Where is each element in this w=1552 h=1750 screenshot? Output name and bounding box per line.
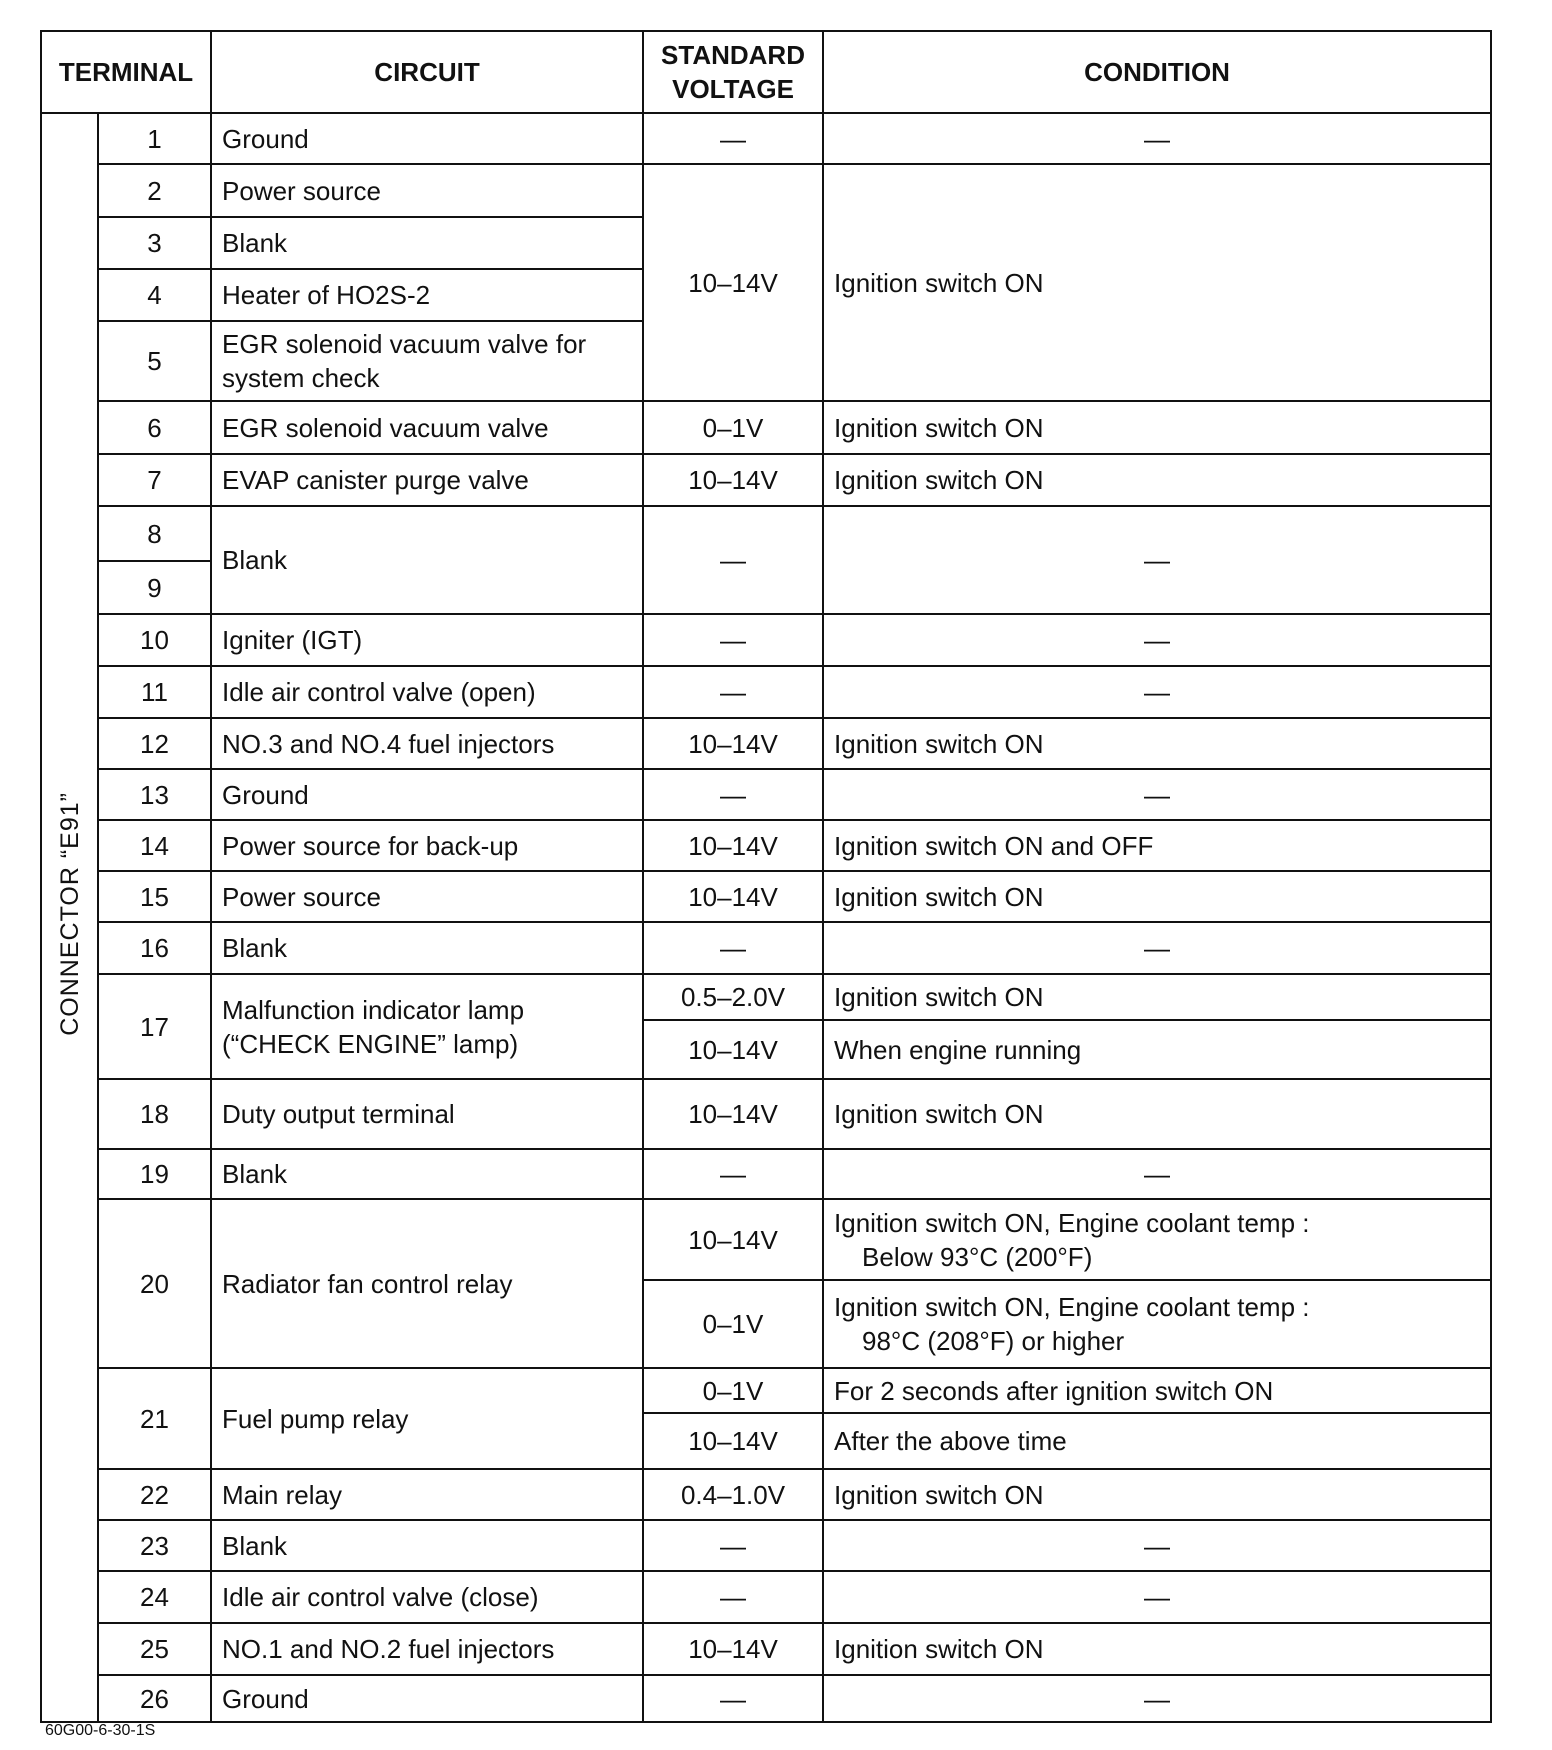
circuit: Igniter (IGT): [211, 614, 643, 666]
condition: Ignition switch ON: [823, 974, 1491, 1020]
voltage: —: [643, 1571, 823, 1623]
terminal-number: 16: [98, 922, 211, 974]
circuit: Blank: [211, 1149, 643, 1199]
circuit: EVAP canister purge valve: [211, 454, 643, 506]
condition: —: [823, 1675, 1491, 1722]
terminal-number: 23: [98, 1520, 211, 1571]
condition-line1: Ignition switch ON, Engine coolant temp :: [834, 1207, 1310, 1238]
connector-label-cell: [41, 113, 98, 1722]
voltage: —: [643, 506, 823, 614]
condition: Ignition switch ON: [823, 1623, 1491, 1675]
connector-label: CONNECTOR “E91”: [55, 791, 84, 1036]
table-row: [41, 113, 1491, 164]
voltage: 10–14V: [643, 1079, 823, 1149]
condition-line2: Below 93°C (200°F): [862, 1241, 1093, 1272]
condition: —: [823, 1571, 1491, 1623]
terminal-number: 20: [98, 1199, 211, 1368]
terminal-number: 15: [98, 871, 211, 922]
terminal-table: [40, 30, 1492, 1723]
circuit: EGR solenoid vacuum valve for system check: [211, 321, 643, 401]
terminal-number: 9: [98, 561, 211, 614]
table-row: [41, 1623, 1491, 1675]
header-terminal: TERMINAL: [41, 31, 211, 113]
voltage: 10–14V: [643, 1413, 823, 1469]
circuit: Main relay: [211, 1469, 643, 1520]
table-row: [41, 1368, 1491, 1413]
header-condition: CONDITION: [823, 31, 1491, 113]
terminal-number: 5: [98, 321, 211, 401]
voltage: 0–1V: [643, 1280, 823, 1368]
terminal-number: 4: [98, 269, 211, 321]
circuit: Idle air control valve (close): [211, 1571, 643, 1623]
voltage: —: [643, 614, 823, 666]
circuit: Heater of HO2S-2: [211, 269, 643, 321]
table-row: [41, 454, 1491, 506]
voltage: 10–14V: [643, 1020, 823, 1079]
circuit: Power source for back-up: [211, 820, 643, 871]
table-row: [41, 401, 1491, 454]
terminal-number: 6: [98, 401, 211, 454]
voltage: —: [643, 1675, 823, 1722]
table-row: [41, 506, 1491, 561]
figure-code: 60G00-6-30-1S: [45, 1722, 156, 1739]
table-row: [41, 164, 1491, 217]
circuit: Idle air control valve (open): [211, 666, 643, 718]
voltage: 10–14V: [643, 718, 823, 769]
condition: —: [823, 506, 1491, 614]
condition: [823, 1199, 1491, 1280]
voltage: 0–1V: [643, 1368, 823, 1413]
table-row: [41, 614, 1491, 666]
header-voltage-line1: STANDARD: [661, 40, 805, 70]
table-row: [41, 1469, 1491, 1520]
voltage: 0.5–2.0V: [643, 974, 823, 1020]
voltage: —: [643, 113, 823, 164]
header-row: [41, 31, 1491, 113]
terminal-number: 25: [98, 1623, 211, 1675]
condition: —: [823, 113, 1491, 164]
circuit: Duty output terminal: [211, 1079, 643, 1149]
terminal-number: 12: [98, 718, 211, 769]
voltage: 10–14V: [643, 164, 823, 401]
condition: Ignition switch ON and OFF: [823, 820, 1491, 871]
voltage: 10–14V: [643, 1199, 823, 1280]
circuit: NO.3 and NO.4 fuel injectors: [211, 718, 643, 769]
table-row: [41, 718, 1491, 769]
voltage: 0–1V: [643, 401, 823, 454]
terminal-number: 13: [98, 769, 211, 820]
voltage: —: [643, 666, 823, 718]
circuit: NO.1 and NO.2 fuel injectors: [211, 1623, 643, 1675]
condition-line2: 98°C (208°F) or higher: [862, 1326, 1125, 1356]
circuit: Ground: [211, 113, 643, 164]
voltage: 10–14V: [643, 871, 823, 922]
header-voltage-line2: VOLTAGE: [672, 74, 794, 104]
table-row: [41, 922, 1491, 974]
circuit: EGR solenoid vacuum valve: [211, 401, 643, 454]
terminal-number: 14: [98, 820, 211, 871]
table-row: [41, 871, 1491, 922]
voltage: —: [643, 1149, 823, 1199]
condition: For 2 seconds after ignition switch ON: [823, 1368, 1491, 1413]
voltage: —: [643, 1520, 823, 1571]
circuit: Ground: [211, 1675, 643, 1722]
terminal-number: 22: [98, 1469, 211, 1520]
terminal-number: 11: [98, 666, 211, 718]
table-row: [41, 1571, 1491, 1623]
condition: After the above time: [823, 1413, 1491, 1469]
table-row: [41, 820, 1491, 871]
table-row: [41, 1079, 1491, 1149]
terminal-number: 24: [98, 1571, 211, 1623]
condition: —: [823, 1149, 1491, 1199]
terminal-number: 2: [98, 164, 211, 217]
voltage: 10–14V: [643, 1623, 823, 1675]
circuit: Blank: [211, 506, 643, 614]
header-voltage: [643, 31, 823, 113]
table-row: [41, 974, 1491, 1020]
terminal-number: 10: [98, 614, 211, 666]
terminal-number: 8: [98, 506, 211, 561]
terminal-number: 17: [98, 974, 211, 1079]
header-circuit: CIRCUIT: [211, 31, 643, 113]
voltage: 10–14V: [643, 454, 823, 506]
terminal-number: 3: [98, 217, 211, 269]
table-row: [41, 666, 1491, 718]
condition: Ignition switch ON: [823, 718, 1491, 769]
circuit: Malfunction indicator lamp (“CHECK ENGINE” lamp): [211, 974, 643, 1079]
terminal-number: 7: [98, 454, 211, 506]
table-row: [41, 769, 1491, 820]
condition: Ignition switch ON: [823, 401, 1491, 454]
condition: —: [823, 666, 1491, 718]
circuit: Blank: [211, 922, 643, 974]
voltage: —: [643, 922, 823, 974]
condition: Ignition switch ON: [823, 1469, 1491, 1520]
circuit: Power source: [211, 871, 643, 922]
condition: Ignition switch ON: [823, 871, 1491, 922]
terminal-number: 19: [98, 1149, 211, 1199]
voltage: 10–14V: [643, 820, 823, 871]
terminal-number: 21: [98, 1368, 211, 1469]
condition: —: [823, 769, 1491, 820]
terminal-number: 26: [98, 1675, 211, 1722]
table-row: [41, 1149, 1491, 1199]
table-row: [41, 1675, 1491, 1722]
terminal-number: 1: [98, 113, 211, 164]
condition: [823, 1280, 1491, 1368]
table-row: [41, 1520, 1491, 1571]
circuit: Power source: [211, 164, 643, 217]
voltage: 0.4–1.0V: [643, 1469, 823, 1520]
condition: —: [823, 614, 1491, 666]
condition: Ignition switch ON: [823, 454, 1491, 506]
table-row: [41, 1199, 1491, 1280]
terminal-number: 18: [98, 1079, 211, 1149]
circuit: Ground: [211, 769, 643, 820]
condition: Ignition switch ON: [823, 1079, 1491, 1149]
circuit: Blank: [211, 217, 643, 269]
condition: —: [823, 922, 1491, 974]
circuit: Blank: [211, 1520, 643, 1571]
condition: When engine running: [823, 1020, 1491, 1079]
condition: Ignition switch ON: [823, 164, 1491, 401]
condition-line1: Ignition switch ON, Engine coolant temp :: [834, 1292, 1310, 1322]
voltage: —: [643, 769, 823, 820]
circuit: Fuel pump relay: [211, 1368, 643, 1469]
condition: —: [823, 1520, 1491, 1571]
circuit: Radiator fan control relay: [211, 1199, 643, 1368]
